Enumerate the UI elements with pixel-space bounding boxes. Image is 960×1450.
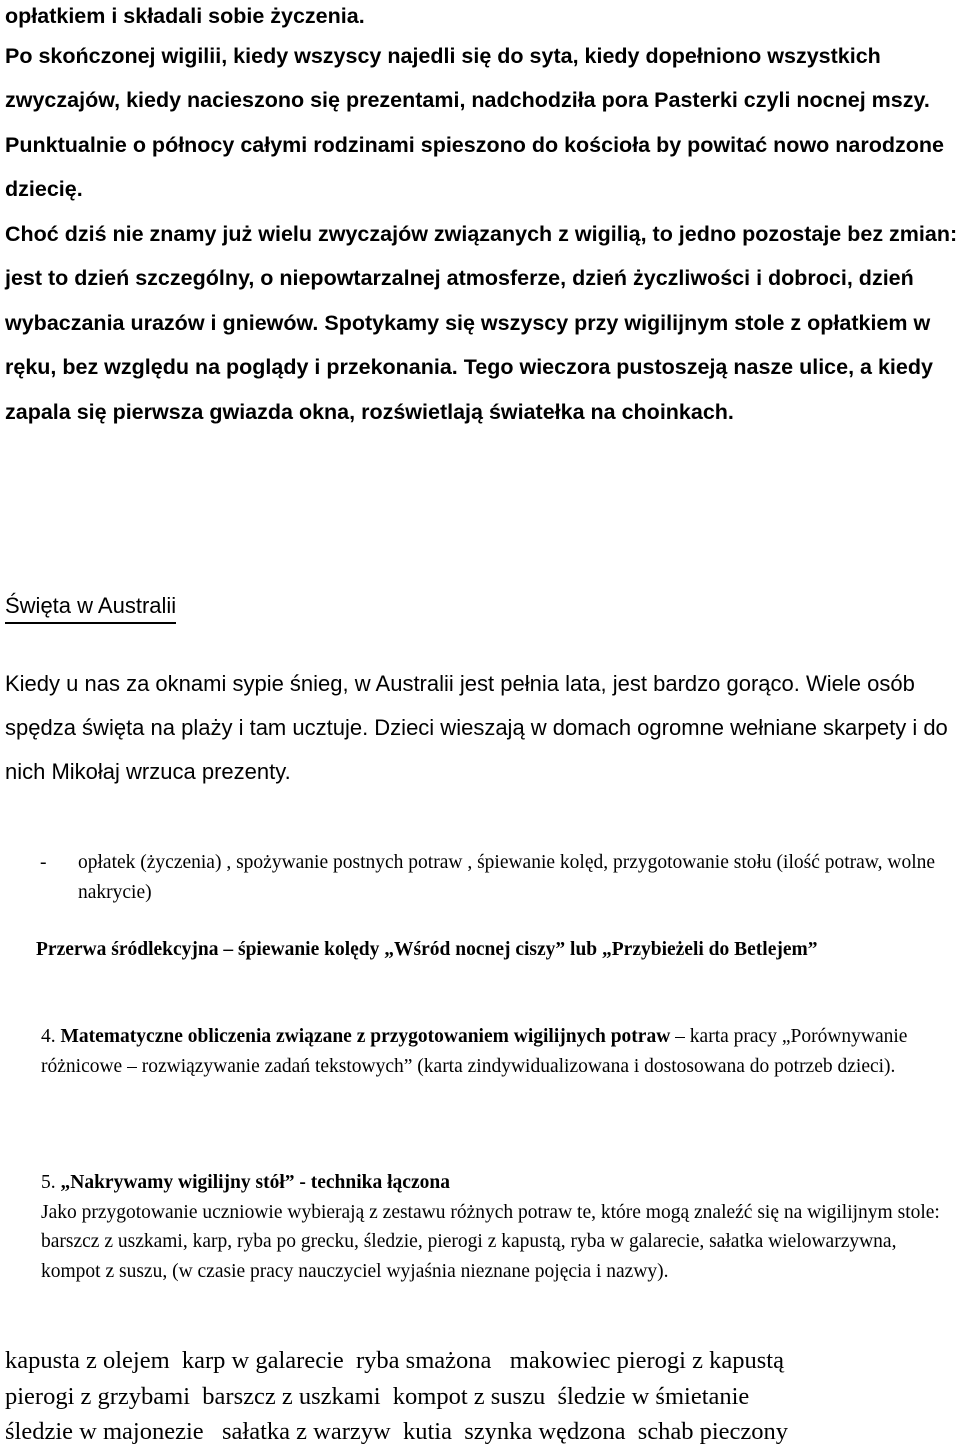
item-4-text: – karta pracy „Porównywanie różnicowe – rozwiązywanie zadań tekstowych” (karta zindywidualizowana i dostosowana do potrzeb dzieci).	[41, 1026, 908, 1077]
dish-list	[5, 1343, 960, 1450]
dish-name: ryba smażona	[356, 1347, 492, 1374]
dish-name: sałatka z warzyw	[222, 1418, 391, 1445]
dish-name: szynka wędzona	[464, 1418, 626, 1445]
dish-name: kapusta z olejem	[5, 1347, 170, 1374]
bullet-text: opłatek (życzenia) , spożywanie postnych potraw , śpiewanie kolęd, przygotowanie stołu (ilość potraw, wolne nakrycie)	[78, 852, 936, 903]
dish-name: pierogi z kapustą	[616, 1347, 784, 1374]
section-heading-australia: Święta w Australii	[5, 590, 176, 624]
dish-name: śledzie w majonezie	[5, 1418, 204, 1445]
bullet-item	[40, 848, 950, 908]
item-4-number: 4.	[41, 1026, 56, 1047]
item-5-title: „Nakrywamy wigilijny stół” - technika łączona	[60, 1172, 450, 1193]
dish-row	[5, 1379, 960, 1415]
paragraph-pasterka: Po skończonej wigilii, kiedy wszyscy najedli się do syta, kiedy dopełniono wszystkich zwyczajów, kiedy nacieszono się prezentami, nadchodziła pora Pasterki czyli nocnej mszy. Punktualnie o północy całymi rodzinami spieszono do kościoła by powitać nowo narodzone dziecię.	[5, 44, 944, 201]
item-5-text: Jako przygotowanie uczniowie wybierają z zestawu różnych potraw te, które mogą znaleźć się na wigilijnym stole: barszcz z uszkami, karp, ryba po grecku, śledzie, pierogi z kapustą, ryba w galarecie, sałatka wielowarzywna, kompot z suszu, (w czasie pracy nauczyciel wyjaśnia nieznane pojęcia i nazwy).	[41, 1201, 940, 1282]
dish-row	[5, 1343, 960, 1379]
paragraph-australia: Kiedy u nas za oknami sypie śnieg, w Australii jest pełnia lata, jest bardzo gorąco. Wiele osób spędza święta na plaży i tam ucztuje. Dzieci wieszają w domach ogromne wełniane skarpety i do nich Mikołaj wrzuca prezenty.	[5, 671, 948, 784]
item-5	[41, 1168, 959, 1286]
dish-name: śledzie w śmietanie	[557, 1382, 750, 1410]
dish-name: karp w galarecie	[181, 1347, 344, 1374]
paragraph-wigilia-today: Choć dziś nie znamy już wielu zwyczajów związanych z wigilią, to jedno pozostaje bez zmian: jest to dzień szczególny, o niepowtarzalnej atmosferze, dzień życzliwości i dobroci, dzień wybaczania urazów i gniewów. Spotykamy się wszyscy przy wigilijnym stole z opłatkiem w ręku, bez względu na poglądy i przekonania. Tego wieczora pustoszeją nasze ulice, a kiedy zapala się pierwsza gwiazda okna, rozświetlają światełka na choinkach.	[5, 222, 958, 424]
dish-name: pierogi z grzybami	[5, 1382, 191, 1410]
dish-name: kutia	[402, 1418, 452, 1445]
item-4	[41, 1022, 956, 1081]
dish-name: schab pieczony	[637, 1418, 789, 1445]
dish-name: makowiec	[509, 1347, 611, 1374]
dish-name: barszcz z uszkami	[202, 1382, 381, 1410]
item-4-title: Matematyczne obliczenia związane z przygotowaniem wigilijnych potraw	[60, 1026, 671, 1047]
item-5-number: 5.	[41, 1172, 56, 1193]
paragraph-intro-fragment: opłatkiem i składali sobie życzenia.	[5, 4, 365, 28]
bullet-dash: -	[40, 852, 47, 873]
dish-name: kompot z suszu	[392, 1382, 546, 1410]
dish-row	[5, 1414, 960, 1450]
break-activity: Przerwa śródlekcyjna – śpiewanie kolędy „Wśród nocnej ciszy” lub „Przybieżeli do Betlejem”	[36, 939, 818, 960]
